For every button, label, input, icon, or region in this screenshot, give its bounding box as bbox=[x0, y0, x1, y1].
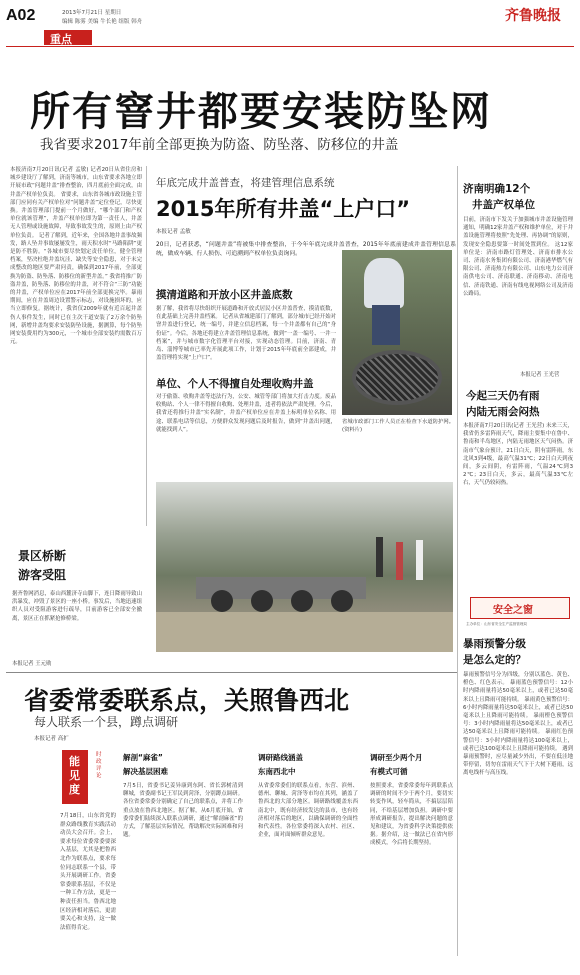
col-divider-right bbox=[457, 166, 458, 956]
bottom-subhead-3b: 有模式可循 bbox=[370, 767, 408, 776]
section-rule bbox=[6, 672, 457, 673]
manhole-caption: 省城市政部门工作人员正在检查下水道防护网。(资料片) bbox=[342, 419, 454, 434]
flood-water bbox=[156, 612, 453, 652]
lead-body: 本报济南7月20日讯(记者 孟敏) 记者20日从省住房和城乡建设厅了解到，济南等城市，山东省要求各地立即开展市政“问题井盖”排查整治，四月底前全面完成，由井盖产权单位负责。 省要求，山东省各城市政设施主管部门应同有关产权单位对“问题井盖”定位登记，尽快更换。井盖管理部门提前一个月做好，“哪个部门和产权单位就该管理”，井盖产权单位即为第一责任人，井盖无人管理或设施故障，导致事故发生的，原则上由产权单位负责。 记者了解到，近年来，全国各地井盖事故频发，路人坠井事故屡屡发生，雨天积水时“马路陷阱”更是防不胜防。“各城市要尽快划定责任单位，健全管理档案，坚决杜绝井盖坑洼、缺失等安全隐患，对于未完成整改的地区要严肃问责，确保到2017年前，全部更换为防盗、防坠落、防移位的新型井盖。” 我省将推广防盗井盖，防坠落、防移位的井盖，对不符合“三防”功能的井盖，产权单位应在2017年前全部更换完毕。暴雨期间，应在井盖周边设置警示标志，对设施损坏的，应当立即修复。据统计，我省仅2009年就有近百起井盖伤人事件发生，同时已在主次干道安装了2万余个防坠网，新增井盖均要求安装防坠设施，据测算，每个防坠网安装费用约为300元，一个城市全部安装约需数百万元。 bbox=[10, 167, 142, 346]
owner-headline-1: 济南明确12个 bbox=[463, 183, 531, 195]
safety-headline-1: 暴雨预警分级 bbox=[463, 638, 526, 650]
heat-headline-1: 今起三天仍有雨 bbox=[466, 390, 540, 402]
bottom-subheadline: 每人联系一个县，蹲点调研 bbox=[34, 715, 179, 729]
bottom-body-1: 7月5日，省委书记姜异康到东阿、省长郭树清到聊城，省委副书记王军民到菏泽，分别蹲点调研。各位省委常委分别确定了自己的联系点，并将工作重点放在鲁西北地区。据了解，从6月底开始，省委常委们陆续深入联系点调研，通过“解剖麻雀”的方式，了解基层实际情况，帮助解决实际困难和问题。 bbox=[123, 783, 243, 839]
bottom-subhead-2: 调研路线涵盖 bbox=[258, 753, 303, 762]
well-subhead-1: 摸清道路和开放小区井盖底数 bbox=[156, 289, 293, 301]
column-label-tag: 时政评论 bbox=[96, 752, 102, 779]
well-kicker: 年底完成井盖普查，将建管理信息系统 bbox=[156, 177, 335, 189]
column-body: 7月18日，山东省党的群众路线教育实践活动动员大会召开。会上，要求每位省委常委要深入基层，尤其是把鲁西北作为联系点，要求每位同志联系一个县，带头开展调研工作。省委常委联系基层，不仅是一种工作方法，更是一种责任担当。鲁西北地区经济相对落后，更需要关心和支持，这一做法值得肯定。 bbox=[60, 813, 116, 931]
bottom-body-2: 从省委常委们的联系点看，东营、滨州、德州、聊城、菏泽等市均在其列，涵盖了鲁西北的大部分地区。调研路线覆盖东西南北中，既有经济较发达的县市，也有经济相对落后的地区，以确保调研的全面性和代表性。各位常委将深入农村、社区、企业，面对面倾听群众意见。 bbox=[258, 783, 358, 839]
safety-badge: 安全之窗 bbox=[470, 597, 570, 619]
owner-body: 目前，济南市下发关于加强城市井盖设施管理通知，明确12家井盖产权和维护单位，对于井盖设施管理将按照“先处理、再协调”的原则，发现安全隐患要第一时间处置到位。 这12家单位是：济南市路灯管理处、济南市排水公司、济南水务集团有限公司、济南港华燃气有限公司、济南热力有限公司、山东电力公司济南供电公司、济南联通、济南移动、济南电信、济南铁通、济南有线电视网络公司及济南公路局。 bbox=[463, 217, 573, 297]
bottom-body-3: 按照要求，省委常委每年到联系点调研的时间不少于两个月，要切实转变作风，轻车简从，不搞层层陪同，不给基层增加负担。调研中要形成调研报告，提出解决问题的意见和建议，为省委科学决策提供依据。据介绍，这一做法已在省内形成模式，今后将长期坚持。 bbox=[370, 783, 453, 847]
well-byline: 本报记者 孟敏 bbox=[156, 229, 191, 235]
safety-sponsor: 主办单位：山东省安全生产监督管理局 bbox=[466, 622, 528, 626]
scenic-byline: 本报记者 王元勋 bbox=[12, 661, 52, 667]
bottom-subhead-2b: 东南西北中 bbox=[258, 767, 296, 776]
column-label: 能见度 bbox=[62, 750, 88, 804]
safety-headline-2: 是怎么定的？ bbox=[463, 654, 526, 666]
editors-line: 编辑 陈雾 美编 牛长艳 组版 韩舟 bbox=[62, 19, 143, 25]
masthead-logo: 齐鲁晚报 bbox=[505, 8, 561, 24]
manhole-net bbox=[352, 350, 442, 405]
heat-headline-2: 内陆无雨会闷热 bbox=[466, 406, 540, 418]
page-header bbox=[0, 0, 580, 44]
section-tab: 重点 bbox=[44, 30, 92, 45]
issue-date: 2013年7月21日 星期日 bbox=[62, 10, 122, 16]
well-headline: 2015年所有井盖“上户口” bbox=[156, 197, 411, 221]
bottom-byline: 本报记者 高扩 bbox=[34, 736, 69, 742]
page-number: A02 bbox=[6, 7, 36, 24]
well-body-1: 据了解，我省将尽快组织开展道路和开放式居民小区井盖普查，摸清底数，在此基础上完善井盖档案。 记者从省城建部门了解到，部分城市已经开始对窨井盖进行登记，统一编号，并建立信息档案，每一个井盖都有自己的“身份证”。今后，各地还将建立井盖管理信息系统，做到“一盖一编号、一井一档案”，并与城市数字化管理平台对接，实现动态管理。目前，济南、青岛、淄博等城市已率先开展此项工作，计划于2015年年底前全部建成，井盖管理将实现“上户口”。 bbox=[156, 306, 336, 362]
bottom-headline: 省委常委联系点，关照鲁西北 bbox=[24, 686, 350, 715]
header-rule bbox=[6, 46, 574, 47]
heat-body: 本报济南7月20日讯(记者 王光营) 未来三天，我省仍多雷阵雨天气，降雨主要集中在鲁中、鲁南和半岛地区，内陆无雨地区天气闷热。济南市气象台预计，21日白天，阴有雷阵雨，东北风3到4级，最高气温31℃；22日白天到夜间，多云间阴，有雷阵雨，气温24℃到32℃；23日白天，多云，最高气温33℃左右，天气仍较闷热。 bbox=[463, 423, 573, 487]
bottom-subhead-1b: 解决基层困难 bbox=[123, 767, 168, 776]
well-subhead-2: 单位、个人不得擅自处理收购井盖 bbox=[156, 378, 314, 390]
bottom-subhead-1: 解剖“麻雀” bbox=[123, 753, 163, 762]
lead-subheadline: 我省要求2017年前全部更换为防盗、防坠落、防移位的井盖 bbox=[40, 137, 399, 153]
manhole-photo bbox=[342, 250, 452, 415]
scenic-headline-1: 景区桥断 bbox=[18, 549, 67, 563]
owner-byline: 本报记者 王光营 bbox=[520, 372, 560, 378]
owner-headline-2: 井盖产权单位 bbox=[472, 199, 535, 211]
flood-bridge-photo bbox=[156, 482, 453, 652]
bottom-subhead-3: 调研至少两个月 bbox=[370, 753, 423, 762]
scenic-body: 据齐鲁网消息，泰山西麓济寺山脚下，连日降雨导致山洪暴发，冲毁了景区的一座小桥。事发后，当地迅速组织人员对受阻游客进行疏导，目前游客已全部安全撤离，景区正在抓紧抢修桥梁。 bbox=[12, 591, 142, 622]
well-body-2: 对于偷盗、收购井盖等违法行为，公安、城管等部门将加大打击力度。废品收购站、个人一律不得擅自收购、处理井盖，违者将依法严肃处理。今后，我省还将推行井盖“实名制”，井盖产权单位应在井盖上标明单位名称、用途、联系电话等信息，方便群众发现问题后及时报告，做到“井盖出问题，就能找到人”。 bbox=[156, 394, 336, 433]
col-divider-left bbox=[146, 166, 147, 526]
well-intro: 20日，记者获悉，“问题井盖”将被集中排查整治，于今年年底完成井盖普查，2015年年底前建成井盖管理信息系统，做成车辆、行人损伤、可追溯到产权单位负责询问。 bbox=[156, 242, 456, 257]
lead-headline: 所有窨井都要安装防坠网 bbox=[30, 89, 492, 135]
safety-body: 暴雨预警信号分为四级，分别以蓝色、黄色、橙色、红色表示。 暴雨蓝色预警信号：12小时内降雨量将达50毫米以上，或者已达50毫米以上且降雨可能持续。 暴雨黄色预警信号：6小时内降雨量将达50毫米以上，或者已达50毫米以上且降雨可能持续。 暴雨橙色预警信号：3小时内降雨量将达50毫米以上，或者已达50毫米以上且降雨可能持续。 暴雨红色预警信号：3小时内降雨量将达100毫米以上，或者已达100毫米以上且降雨可能持续。 遇到暴雨预警时，应尽量减少外出，不要在低洼地带停留，切勿在雷雨天气下于大树下避雨，远离电线杆与高压线。 bbox=[463, 672, 573, 777]
scenic-headline-2: 游客受阻 bbox=[18, 568, 67, 582]
